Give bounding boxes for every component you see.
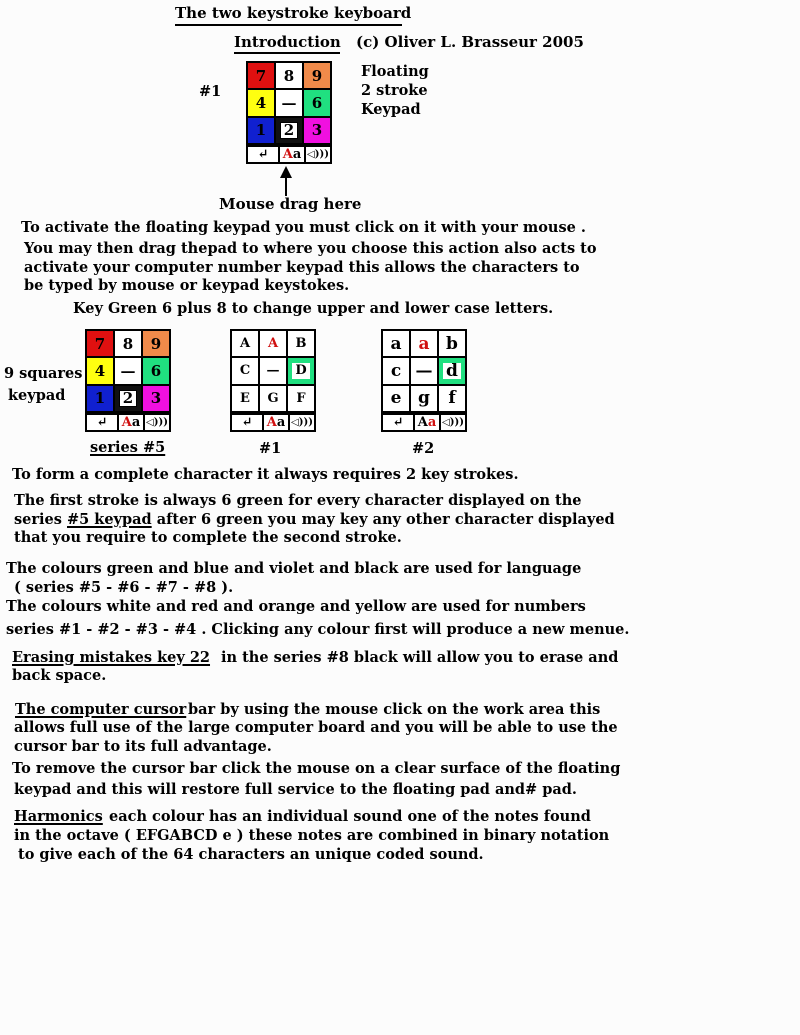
erase-line2: back space. bbox=[12, 667, 107, 684]
uppercase-key-label: B bbox=[295, 336, 307, 352]
speaker-icon: ◁))) bbox=[146, 417, 168, 428]
enter-icon: ↵ bbox=[96, 415, 108, 430]
enter-icon: ↵ bbox=[241, 415, 253, 430]
floating-key-label: 8 bbox=[283, 66, 295, 85]
series5-grid[interactable] bbox=[85, 329, 171, 413]
series5-key-label: 3 bbox=[150, 389, 162, 408]
case-toggle[interactable] bbox=[264, 415, 288, 430]
para1-line3: activate your computer number keypad this allows the characters to bbox=[24, 259, 580, 276]
enter-icon: ↵ bbox=[257, 147, 269, 162]
sound-key[interactable] bbox=[441, 415, 465, 430]
floating-key-7[interactable] bbox=[248, 118, 274, 143]
upper-a: A bbox=[282, 147, 293, 162]
floating-key-label: 1 bbox=[255, 121, 267, 140]
cursor-line2: allows full use of the large computer board and you will be able to use the bbox=[14, 719, 618, 736]
series5-key-4[interactable] bbox=[87, 358, 113, 383]
floating-key-6[interactable] bbox=[304, 90, 330, 115]
floating-key-9[interactable] bbox=[304, 118, 330, 143]
lower-a: a bbox=[292, 147, 302, 162]
series5-key-label: 1 bbox=[94, 389, 106, 408]
series5-toolbar[interactable] bbox=[85, 413, 171, 432]
series5-key-2[interactable] bbox=[115, 331, 141, 356]
series5-key-label: 9 bbox=[150, 334, 162, 353]
series5-key-6[interactable] bbox=[143, 358, 169, 383]
keypad-label: keypad bbox=[8, 387, 66, 404]
floating-key-5[interactable] bbox=[276, 90, 302, 115]
lowercase-key-label: f bbox=[448, 388, 456, 409]
lowercase-grid[interactable] bbox=[381, 329, 467, 413]
uppercase-key-label: F bbox=[296, 390, 306, 406]
copyright: (c) Oliver L. Brasseur 2005 bbox=[356, 33, 584, 51]
enter-key[interactable] bbox=[383, 415, 413, 430]
uppercase-key-2[interactable] bbox=[260, 331, 286, 356]
para3-line2: ( series #5 - #6 - #7 - #8 ). bbox=[14, 579, 234, 596]
floating-key-label: 3 bbox=[311, 121, 323, 140]
series5-key-8[interactable] bbox=[115, 386, 141, 411]
enter-key[interactable] bbox=[248, 147, 278, 162]
sound-key[interactable] bbox=[290, 415, 314, 430]
floating-key-label: 6 bbox=[311, 93, 323, 112]
pad1-caption: #1 bbox=[259, 440, 282, 457]
para2-line3-rest: after 6 green you may key any other character displayed bbox=[156, 511, 615, 528]
pad-number-label: #1 bbox=[199, 83, 222, 100]
cursor-heading: The computer cursor bbox=[15, 701, 187, 718]
uppercase-key-4[interactable] bbox=[232, 358, 258, 383]
case-toggle[interactable] bbox=[280, 147, 304, 162]
floating-key-2[interactable] bbox=[276, 63, 302, 88]
keypad-toolbar[interactable] bbox=[246, 145, 332, 164]
floating-key-label: 7 bbox=[255, 66, 267, 85]
series5-caption: series #5 bbox=[90, 439, 166, 456]
lowercase-key-6[interactable] bbox=[439, 358, 465, 383]
cursor-line5: keypad and this will restore full service to the floating pad and# pad. bbox=[14, 781, 577, 798]
enter-icon: ↵ bbox=[392, 415, 404, 430]
lowercase-key-7[interactable] bbox=[383, 386, 409, 411]
intro-heading: Introduction bbox=[234, 33, 341, 51]
drag-hint: Mouse drag here bbox=[219, 195, 362, 213]
uppercase-key-9[interactable] bbox=[288, 386, 314, 411]
floating-label-1: Floating bbox=[361, 63, 429, 80]
series5-key-label: — bbox=[120, 361, 136, 380]
floating-key-label: 2 bbox=[280, 122, 298, 139]
lowercase-key-3[interactable] bbox=[439, 331, 465, 356]
para3-line3: The colours white and red and orange and yellow are used for numbers bbox=[6, 598, 586, 615]
upper-a: A bbox=[121, 415, 132, 430]
upper-a: A bbox=[417, 415, 428, 430]
floating-key-label: 4 bbox=[255, 93, 267, 112]
speaker-icon: ◁))) bbox=[442, 417, 464, 428]
erase-rest: in the series #8 black will allow you to erase and bbox=[221, 649, 619, 666]
uppercase-key-1[interactable] bbox=[232, 331, 258, 356]
series5-key-7[interactable] bbox=[87, 386, 113, 411]
series5-key-label: 6 bbox=[150, 361, 162, 380]
series5-key-1[interactable] bbox=[87, 331, 113, 356]
lowercase-key-9[interactable] bbox=[439, 386, 465, 411]
uppercase-key-label: A bbox=[267, 336, 279, 352]
arrow-shaft bbox=[285, 176, 287, 196]
uppercase-grid[interactable] bbox=[230, 329, 316, 413]
para2-line1: To form a complete character it always requires 2 key strokes. bbox=[12, 466, 519, 483]
uppercase-key-7[interactable] bbox=[232, 386, 258, 411]
harmonics-heading: Harmonics bbox=[14, 808, 103, 825]
lowercase-key-1[interactable] bbox=[383, 331, 409, 356]
series5-key-label: 2 bbox=[119, 390, 137, 407]
lowercase-key-label: a bbox=[418, 333, 430, 354]
series-word: series bbox=[14, 511, 62, 528]
uppercase-key-label: E bbox=[240, 390, 250, 406]
nine-squares-label: 9 squares bbox=[4, 365, 83, 382]
uppercase-key-label: D bbox=[292, 363, 309, 379]
speaker-icon: ◁))) bbox=[307, 149, 329, 160]
lowercase-key-label: e bbox=[390, 388, 402, 409]
floating-key-label: 9 bbox=[311, 66, 323, 85]
series5-key-5[interactable] bbox=[115, 358, 141, 383]
uppercase-key-label: G bbox=[267, 390, 279, 406]
case-toggle[interactable] bbox=[119, 415, 143, 430]
floating-key-label: — bbox=[281, 93, 297, 112]
para3-line4: series #1 - #2 - #3 - #4 . Clicking any colour first will produce a new menue. bbox=[6, 621, 630, 638]
lowercase-key-label: d bbox=[443, 363, 461, 379]
case-toggle[interactable] bbox=[415, 415, 439, 430]
intro-underline bbox=[234, 52, 340, 54]
para1-line4: be typed by mouse or keypad keystokes. bbox=[24, 277, 350, 294]
para1-line1: To activate the floating keypad you must click on it with your mouse . bbox=[21, 219, 586, 236]
para3-line1: The colours green and blue and violet and black are used for language bbox=[6, 560, 582, 577]
cursor-line4: To remove the cursor bar click the mouse on a clear surface of the floating bbox=[12, 760, 621, 777]
series5-key-9[interactable] bbox=[143, 386, 169, 411]
cursor-rest: bar by using the mouse click on the work area this bbox=[188, 701, 601, 718]
sound-key[interactable] bbox=[306, 147, 330, 162]
title-underline bbox=[175, 24, 402, 26]
lowercase-key-label: g bbox=[418, 388, 430, 409]
enter-key[interactable] bbox=[232, 415, 262, 430]
pad2-caption: #2 bbox=[412, 440, 435, 457]
lowercase-key-5[interactable] bbox=[411, 358, 437, 383]
upper-a: A bbox=[266, 415, 277, 430]
series5-key-label: 8 bbox=[122, 334, 134, 353]
lowercase-key-2[interactable] bbox=[411, 331, 437, 356]
lowercase-key-8[interactable] bbox=[411, 386, 437, 411]
uppercase-key-label: — bbox=[266, 363, 280, 379]
series5-key-3[interactable] bbox=[143, 331, 169, 356]
uppercase-key-6[interactable] bbox=[288, 358, 314, 383]
sound-key[interactable] bbox=[145, 415, 169, 430]
floating-key-3[interactable] bbox=[304, 63, 330, 88]
enter-key[interactable] bbox=[87, 415, 117, 430]
lowercase-key-label: b bbox=[446, 333, 458, 354]
lower-a: a bbox=[131, 415, 141, 430]
para2-line4: that you require to complete the second stroke. bbox=[14, 529, 402, 546]
floating-key-1[interactable] bbox=[248, 63, 274, 88]
series5-key-label: 4 bbox=[94, 361, 106, 380]
harmonics-line3: to give each of the 64 characters an unique coded sound. bbox=[18, 846, 484, 863]
para2-line2: The first stroke is always 6 green for every character displayed on the bbox=[14, 492, 582, 509]
uppercase-key-3[interactable] bbox=[288, 331, 314, 356]
floating-key-8[interactable] bbox=[276, 118, 302, 143]
uppercase-key-5[interactable] bbox=[260, 358, 286, 383]
series5-link: #5 keypad bbox=[67, 511, 152, 528]
lower-a: a bbox=[276, 415, 286, 430]
floating-label-2: 2 stroke bbox=[361, 82, 428, 99]
lowercase-key-4[interactable] bbox=[383, 358, 409, 383]
speaker-icon: ◁))) bbox=[291, 417, 313, 428]
uppercase-key-label: A bbox=[239, 336, 251, 352]
uppercase-key-label: C bbox=[239, 363, 251, 379]
para1-line2: You may then drag thepad to where you choose this action also acts to bbox=[24, 240, 597, 257]
cursor-line3: cursor bar to its full advantage. bbox=[14, 738, 272, 755]
para1-line5: Key Green 6 plus 8 to change upper and lower case letters. bbox=[73, 300, 554, 317]
uppercase-toolbar[interactable] bbox=[230, 413, 316, 432]
harmonics-line2: in the octave ( EFGABCD e ) these notes are combined in binary notation bbox=[14, 827, 610, 844]
lowercase-key-label: — bbox=[415, 360, 433, 381]
lowercase-toolbar[interactable] bbox=[381, 413, 467, 432]
floating-key-4[interactable] bbox=[248, 90, 274, 115]
keypad-grid[interactable] bbox=[246, 61, 332, 145]
uppercase-key-8[interactable] bbox=[260, 386, 286, 411]
erase-heading: Erasing mistakes key 22 bbox=[12, 649, 211, 666]
page-title: The two keystroke keyboard bbox=[175, 4, 412, 22]
lowercase-key-label: c bbox=[390, 360, 402, 381]
lower-a: a bbox=[427, 415, 437, 430]
para2-line3 bbox=[14, 510, 615, 529]
harmonics-rest: each colour has an individual sound one of the notes found bbox=[109, 808, 591, 825]
lowercase-key-label: a bbox=[390, 333, 402, 354]
series5-key-label: 7 bbox=[94, 334, 106, 353]
floating-label-3: Keypad bbox=[361, 101, 421, 118]
